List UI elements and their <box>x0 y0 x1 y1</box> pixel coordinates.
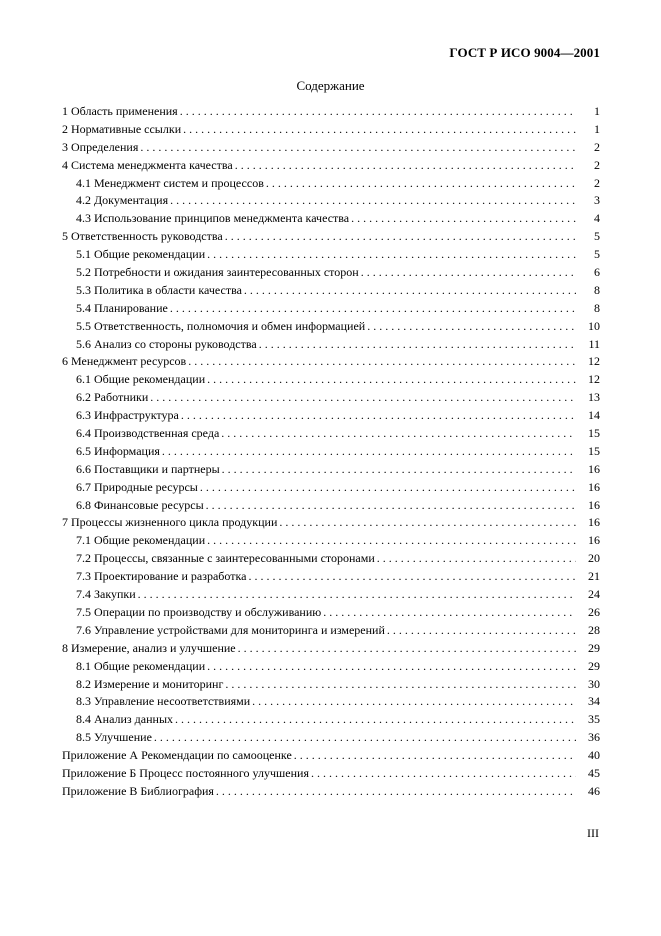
toc-entry[interactable] <box>62 121 600 139</box>
toc-entry-title: Приложение В Библиография <box>62 783 214 798</box>
page-title: Содержание <box>296 78 365 93</box>
toc-entry-title: 6.3 Инфраструктура <box>76 408 179 423</box>
toc-entry-page: 40 <box>588 748 600 763</box>
toc-dot-leader <box>367 318 576 336</box>
toc-entry-page: 46 <box>588 783 600 798</box>
toc-dot-leader <box>244 282 576 300</box>
toc-entry-title: 5.3 Политика в области качества <box>76 282 242 297</box>
toc-entry-title: 7.4 Закупки <box>76 587 136 602</box>
toc-entry-title: 6.6 Поставщики и партнеры <box>76 461 220 476</box>
toc-entry-title: 6.7 Природные ресурсы <box>76 479 198 494</box>
toc-dot-leader <box>207 658 576 676</box>
toc-entry-title: Приложение А Рекомендации по самооценке <box>62 748 292 763</box>
toc-entry-page: 21 <box>588 569 600 584</box>
toc-dot-leader <box>207 371 576 389</box>
toc-entry[interactable] <box>62 711 600 729</box>
toc-dot-leader <box>216 783 576 801</box>
toc-entry[interactable] <box>62 407 600 425</box>
toc-dot-leader <box>311 765 576 783</box>
toc-entry-title: 3 Определения <box>62 139 139 154</box>
toc-entry[interactable] <box>62 192 600 210</box>
toc-dot-leader <box>361 264 576 282</box>
toc-entry[interactable] <box>62 103 600 121</box>
toc-entry[interactable] <box>62 747 600 765</box>
toc-entry[interactable] <box>62 568 600 586</box>
toc-entry[interactable] <box>62 658 600 676</box>
toc-entry-title: Приложение Б Процесс постоянного улучшения <box>62 765 309 780</box>
table-of-contents <box>62 103 600 801</box>
toc-entry-title: 7.2 Процессы, связанные с заинтересованными сторонами <box>76 551 375 566</box>
toc-entry-title: 7.1 Общие рекомендации <box>76 533 206 548</box>
toc-entry-title: 6.2 Работники <box>76 390 149 405</box>
toc-entry[interactable] <box>62 425 600 443</box>
toc-dot-leader <box>150 389 576 407</box>
toc-entry[interactable] <box>62 353 600 371</box>
toc-entry-title: 2 Нормативные ссылки <box>62 121 182 136</box>
toc-dot-leader <box>351 210 576 228</box>
toc-entry[interactable] <box>62 300 600 318</box>
toc-dot-leader <box>248 568 576 586</box>
toc-entry-page: 16 <box>588 533 600 548</box>
toc-entry-title: 5 Ответственность руководства <box>62 229 223 244</box>
toc-entry-page: 10 <box>588 318 600 333</box>
toc-dot-leader <box>279 514 576 532</box>
toc-entry-page: 3 <box>594 193 600 208</box>
toc-entry[interactable] <box>62 443 600 461</box>
toc-dot-leader <box>221 425 576 443</box>
toc-entry-page: 13 <box>588 390 600 405</box>
toc-entry-page: 15 <box>588 426 600 441</box>
toc-entry[interactable] <box>62 514 600 532</box>
toc-dot-leader <box>235 157 576 175</box>
toc-entry-page: 14 <box>588 408 600 423</box>
toc-dot-leader <box>225 676 576 694</box>
toc-dot-leader <box>259 336 576 354</box>
toc-entry-title: 5.4 Планирование <box>76 300 168 315</box>
toc-dot-leader <box>170 192 576 210</box>
toc-entry[interactable] <box>62 604 600 622</box>
toc-entry-page: 8 <box>594 282 600 297</box>
toc-dot-leader <box>162 443 576 461</box>
toc-entry-page: 11 <box>588 336 600 351</box>
toc-entry[interactable] <box>62 550 600 568</box>
toc-entry[interactable] <box>62 765 600 783</box>
toc-entry[interactable] <box>62 264 600 282</box>
toc-entry-title: 6.1 Общие рекомендации <box>76 372 206 387</box>
toc-entry[interactable] <box>62 336 600 354</box>
toc-entry-title: 8 Измерение, анализ и улучшение <box>62 640 236 655</box>
toc-entry[interactable] <box>62 693 600 711</box>
toc-entry-title: 7.3 Проектирование и разработка <box>76 569 247 584</box>
toc-entry[interactable] <box>62 157 600 175</box>
toc-entry-title: 4.1 Менеджмент систем и процессов <box>76 175 264 190</box>
toc-entry-page: 16 <box>588 479 600 494</box>
toc-entry-page: 45 <box>588 765 600 780</box>
toc-entry-title: 7 Процессы жизненного цикла продукции <box>62 515 278 530</box>
toc-entry[interactable] <box>62 389 600 407</box>
toc-dot-leader <box>183 121 576 139</box>
toc-entry-title: 5.2 Потребности и ожидания заинтересованных сторон <box>76 265 359 280</box>
toc-entry-page: 36 <box>588 730 600 745</box>
page-number: III <box>587 826 599 840</box>
toc-entry[interactable] <box>62 479 600 497</box>
toc-entry-page: 15 <box>588 443 600 458</box>
toc-entry-page: 5 <box>594 247 600 262</box>
toc-entry-title: 6 Менеджмент ресурсов <box>62 354 187 369</box>
toc-entry-page: 30 <box>588 676 600 691</box>
toc-dot-leader <box>207 532 576 550</box>
toc-entry-page: 4 <box>594 211 600 226</box>
toc-entry-title: 8.2 Измерение и мониторинг <box>76 676 224 691</box>
toc-entry-title: 5.5 Ответственность, полномочия и обмен информацией <box>76 318 366 333</box>
toc-entry-title: 7.5 Операции по производству и обслуживанию <box>76 604 322 619</box>
toc-entry-title: 6.8 Финансовые ресурсы <box>76 497 204 512</box>
toc-dot-leader <box>138 586 576 604</box>
toc-entry-page: 8 <box>594 300 600 315</box>
toc-entry-title: 6.4 Производственная среда <box>76 426 220 441</box>
toc-entry-title: 1 Область применения <box>62 104 178 118</box>
toc-entry-page: 6 <box>594 265 600 280</box>
toc-entry-page: 24 <box>588 587 600 602</box>
toc-entry[interactable] <box>62 282 600 300</box>
toc-entry[interactable] <box>62 228 600 246</box>
toc-dot-leader <box>180 103 576 121</box>
toc-dot-leader <box>252 693 576 711</box>
toc-dot-leader <box>323 604 576 622</box>
toc-dot-leader <box>154 729 576 747</box>
toc-dot-leader <box>200 479 576 497</box>
toc-entry[interactable] <box>62 210 600 228</box>
toc-entry[interactable] <box>62 676 600 694</box>
toc-entry-title: 8.5 Улучшение <box>76 730 152 745</box>
toc-entry[interactable] <box>62 246 600 264</box>
toc-entry-page: 5 <box>594 229 600 244</box>
toc-dot-leader <box>140 139 576 157</box>
toc-dot-leader <box>266 175 576 193</box>
toc-entry[interactable] <box>62 461 600 479</box>
toc-entry-page: 26 <box>588 604 600 619</box>
toc-entry-page: 12 <box>588 354 600 369</box>
toc-entry[interactable] <box>62 622 600 640</box>
toc-entry-title: 4.2 Документация <box>76 193 169 208</box>
toc-entry[interactable] <box>62 497 600 515</box>
toc-entry-title: 8.4 Анализ данных <box>76 712 174 727</box>
toc-dot-leader <box>181 407 576 425</box>
toc-entry-title: 4 Система менеджмента качества <box>62 157 233 172</box>
toc-entry-title: 5.1 Общие рекомендации <box>76 247 206 262</box>
toc-dot-leader <box>222 461 576 479</box>
toc-entry[interactable] <box>62 729 600 747</box>
toc-dot-leader <box>206 497 576 515</box>
toc-entry-title: 5.6 Анализ со стороны руководства <box>76 336 257 351</box>
toc-entry-page: 28 <box>588 622 600 637</box>
document-code: ГОСТ Р ИСО 9004—2001 <box>449 45 600 60</box>
toc-dot-leader <box>238 640 576 658</box>
toc-entry-page: 12 <box>588 372 600 387</box>
toc-entry-page: 1 <box>594 121 600 136</box>
toc-entry[interactable] <box>62 640 600 658</box>
toc-entry-page: 2 <box>594 175 600 190</box>
toc-entry-page: 2 <box>594 139 600 154</box>
toc-dot-leader <box>170 300 576 318</box>
toc-entry[interactable] <box>62 783 600 801</box>
toc-dot-leader <box>294 747 576 765</box>
toc-entry-title: 8.3 Управление несоответствиями <box>76 694 251 709</box>
toc-dot-leader <box>207 246 576 264</box>
toc-entry-page: 20 <box>588 551 600 566</box>
toc-entry[interactable] <box>62 371 600 389</box>
toc-dot-leader <box>225 228 576 246</box>
toc-entry-title: 7.6 Управление устройствами для мониторинга и измерений <box>76 622 385 637</box>
toc-dot-leader <box>377 550 576 568</box>
toc-entry[interactable] <box>62 532 600 550</box>
toc-entry-page: 16 <box>588 461 600 476</box>
toc-entry-page: 1 <box>594 104 600 118</box>
toc-entry-page: 34 <box>588 694 600 709</box>
toc-entry[interactable] <box>62 586 600 604</box>
toc-entry[interactable] <box>62 139 600 157</box>
toc-entry-page: 29 <box>588 640 600 655</box>
toc-entry-page: 2 <box>594 157 600 172</box>
toc-entry-page: 16 <box>588 497 600 512</box>
toc-dot-leader <box>175 711 576 729</box>
toc-entry-title: 8.1 Общие рекомендации <box>76 658 206 673</box>
toc-entry-page: 29 <box>588 658 600 673</box>
toc-dot-leader <box>387 622 576 640</box>
toc-entry-page: 16 <box>588 515 600 530</box>
toc-entry-title: 4.3 Использование принципов менеджмента качества <box>76 211 350 226</box>
toc-entry-page: 35 <box>588 712 600 727</box>
toc-entry-title: 6.5 Информация <box>76 443 160 458</box>
toc-dot-leader <box>188 353 576 371</box>
toc-entry[interactable] <box>62 318 600 336</box>
toc-entry[interactable] <box>62 175 600 193</box>
